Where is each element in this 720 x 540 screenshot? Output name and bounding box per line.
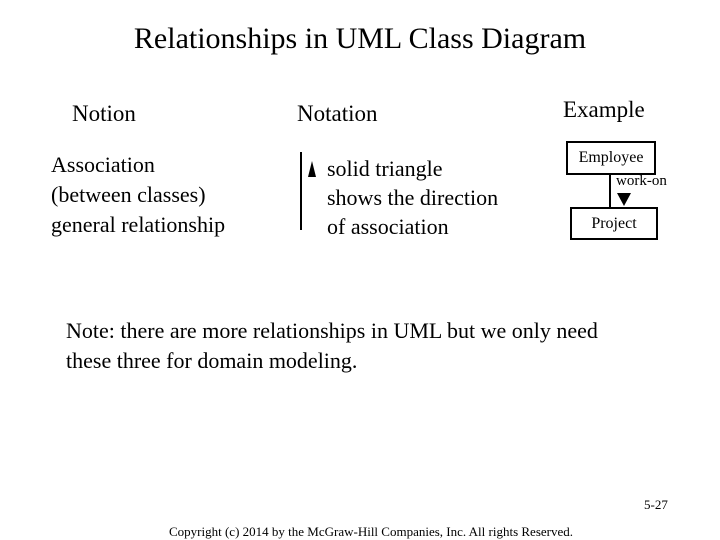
- note-line: these three for domain modeling.: [66, 348, 358, 373]
- slide-title: Relationships in UML Class Diagram: [133, 22, 587, 55]
- note-text: [66, 316, 598, 376]
- association-notation: [327, 154, 498, 241]
- project-class-label: Project: [591, 215, 637, 232]
- association-notion: [51, 150, 225, 240]
- note-line: Note: there are more relationships in UML but we only need: [66, 318, 598, 343]
- page-number: 5-27: [644, 497, 668, 512]
- column-header-example: Example: [563, 97, 645, 122]
- association-notation-line: of association: [327, 214, 449, 239]
- employee-class-box: [566, 141, 656, 175]
- example-direction-triangle-icon: [617, 193, 631, 206]
- project-class-box: [570, 207, 658, 240]
- copyright-notice: Copyright (c) 2014 by the McGraw-Hill Companies, Inc. All rights Reserved.: [169, 524, 574, 539]
- employee-class-label: Employee: [578, 149, 644, 166]
- association-notation-line: shows the direction: [327, 185, 499, 210]
- association-notion-line: (between classes): [51, 182, 206, 207]
- column-header-notation: Notation: [297, 101, 378, 126]
- work-on-label: work-on: [616, 173, 667, 189]
- column-header-notion: Notion: [72, 101, 136, 126]
- direction-triangle-icon: [308, 161, 316, 177]
- association-notation-line: solid triangle: [327, 156, 443, 181]
- association-notion-line: Association: [51, 152, 155, 177]
- association-notation-symbol: [295, 150, 321, 232]
- association-notion-line: general relationship: [51, 212, 226, 237]
